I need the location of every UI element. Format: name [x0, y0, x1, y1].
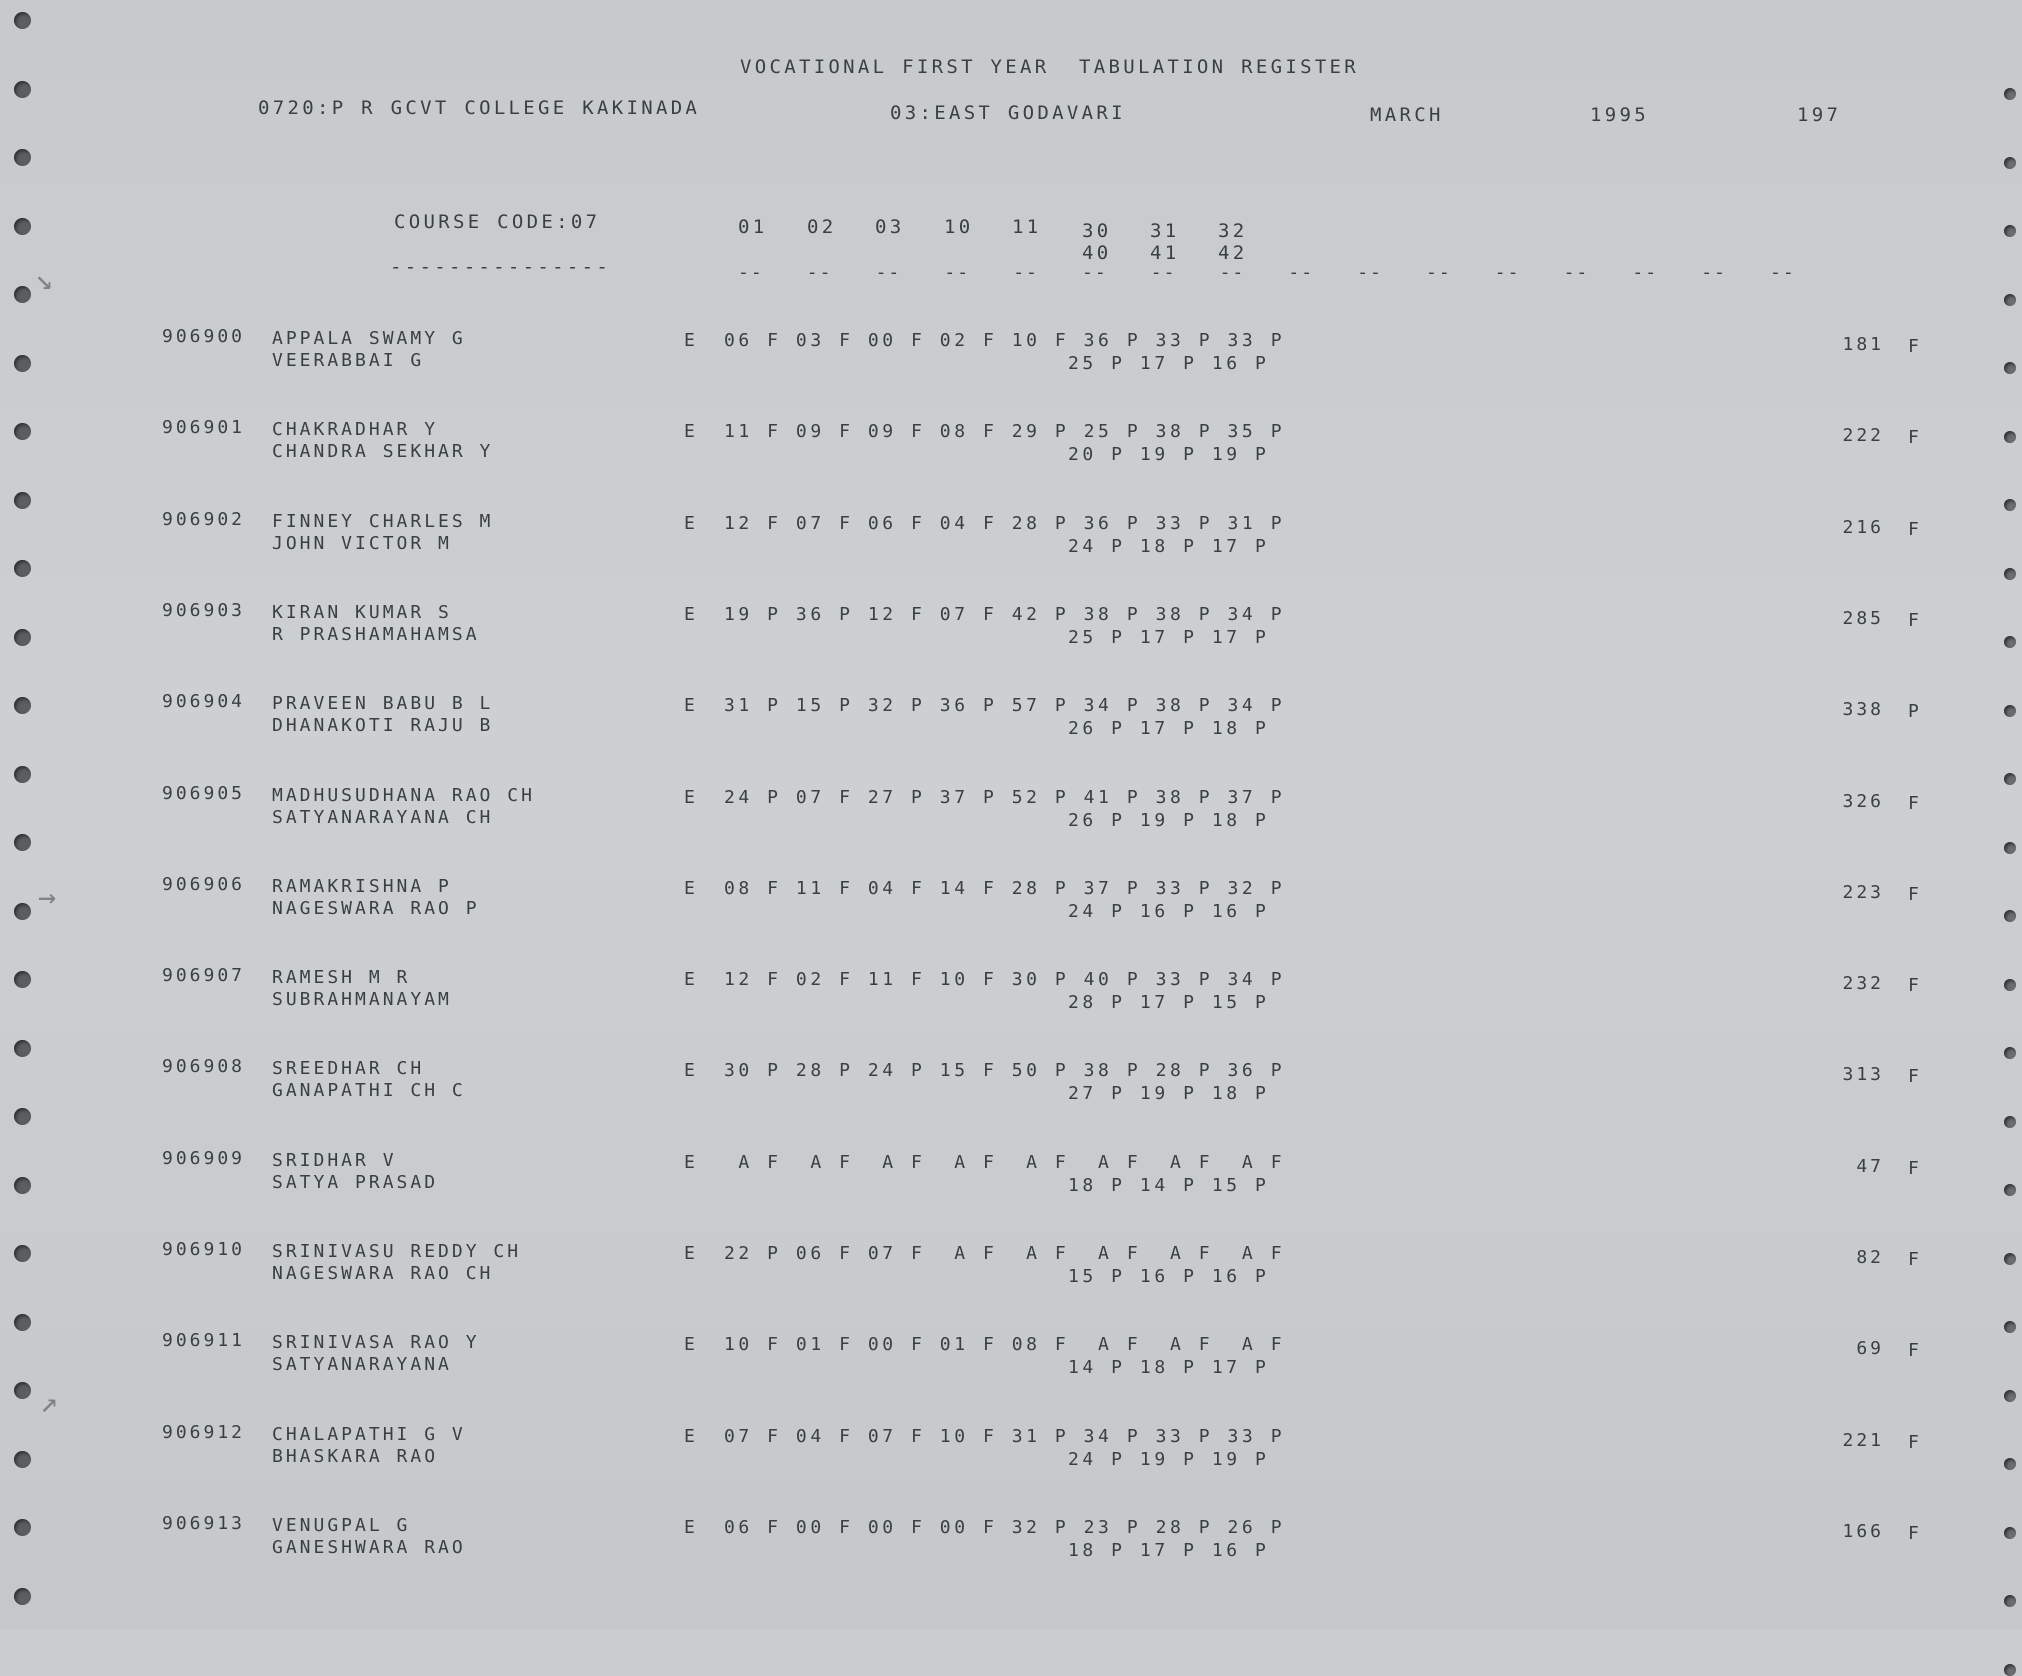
parent-name: GANAPATHI CH C	[272, 1080, 466, 1102]
hall-ticket-number: 906903	[162, 599, 246, 621]
marks-line-2: 18 P 14 P 15 P	[1068, 1174, 1270, 1196]
subject-code: 30	[1082, 220, 1112, 242]
feed-hole	[14, 1588, 31, 1605]
medium-code: E	[684, 969, 698, 991]
student-name: APPALA SWAMY G	[272, 328, 466, 349]
feed-hole	[14, 766, 31, 783]
medium-code: E	[684, 1243, 698, 1264]
result-status: P	[1908, 701, 1922, 723]
subject-code-dash: --	[1082, 262, 1108, 283]
subject-code-dash: --	[1013, 262, 1039, 283]
marks-line-1: 22 P 06 F 07 F A F A F A F A F A F	[724, 1243, 1286, 1264]
total-marks: 326	[1842, 790, 1884, 812]
result-status: F	[1908, 883, 1922, 905]
pencil-arrow-icon: ↗	[40, 1385, 59, 1420]
parent-name: R PRASHAMAHAMSA	[272, 623, 480, 645]
parent-name: SATYANARAYANA CH	[272, 806, 494, 828]
result-status: F	[1908, 1157, 1922, 1179]
marks-line-1: 19 P 36 P 12 F 07 F 42 P 38 P 38 P 34 P	[724, 603, 1286, 625]
result-status: F	[1908, 1522, 1922, 1544]
hall-ticket-number: 906901	[162, 417, 246, 439]
result-status: F	[1908, 518, 1922, 540]
result-status: F	[1908, 609, 1922, 631]
hall-ticket-number: 906906	[162, 873, 246, 895]
feed-hole	[14, 81, 31, 98]
result-status: F	[1908, 1340, 1922, 1362]
hall-ticket-number: 906908	[162, 1056, 246, 1078]
feed-hole	[2004, 225, 2016, 237]
marks-line-2: 28 P 17 P 15 P	[1068, 992, 1270, 1014]
marks-line-1: 31 P 15 P 32 P 36 P 57 P 34 P 38 P 34 P	[724, 695, 1286, 717]
hall-ticket-number: 906905	[162, 782, 246, 804]
marks-line-2: 24 P 19 P 19 P	[1068, 1448, 1270, 1470]
subject-code: 42	[1218, 242, 1248, 264]
parent-name: SATYANARAYANA	[272, 1354, 452, 1376]
subject-code: 40	[1082, 242, 1112, 264]
student-name: MADHUSUDHANA RAO CH	[272, 784, 535, 806]
feed-hole	[2004, 294, 2016, 306]
parent-name: GANESHWARA RAO	[272, 1536, 466, 1558]
subject-code: 31	[1150, 220, 1180, 242]
hall-ticket-number: 906907	[162, 965, 246, 987]
total-marks: 285	[1842, 607, 1884, 629]
subject-code-dash: --	[1219, 262, 1246, 283]
subject-code-dash: --	[944, 262, 971, 283]
medium-code: E	[684, 1334, 698, 1356]
parent-name: CHANDRA SEKHAR Y	[272, 441, 494, 463]
marks-line-1: 06 F 00 F 00 F 00 F 32 P 23 P 28 P 26 P	[724, 1516, 1286, 1538]
marks-line-2: 24 P 16 P 16 P	[1068, 900, 1270, 922]
total-marks: 222	[1842, 425, 1884, 447]
marks-line-1: A F A F A F A F A F A F A F A F	[724, 1151, 1286, 1173]
marks-line-1: 11 F 09 F 09 F 08 F 29 P 25 P 38 P 35 P	[724, 421, 1286, 443]
student-name: CHALAPATHI G V	[272, 1423, 466, 1445]
student-record	[0, 783, 2022, 843]
total-marks: 166	[1842, 1520, 1884, 1542]
student-name: SRINIVASU REDDY CH	[272, 1241, 522, 1262]
result-status: F	[1908, 1249, 1922, 1270]
student-record	[0, 965, 2022, 1025]
student-record	[0, 509, 2022, 569]
subject-code: 11	[1012, 216, 1042, 238]
subject-code-dash: --	[738, 262, 764, 283]
student-name: PRAVEEN BABU B L	[272, 693, 494, 715]
subject-code: 03	[875, 216, 905, 238]
student-record	[0, 1239, 2022, 1299]
hall-ticket-number: 906900	[162, 326, 246, 347]
student-record	[0, 1148, 2022, 1208]
result-status: F	[1908, 1431, 1922, 1453]
hall-ticket-number: 906913	[162, 1512, 246, 1534]
exam-month: MARCH	[1370, 104, 1444, 126]
marks-line-1: 07 F 04 F 07 F 10 F 31 P 34 P 33 P 33 P	[724, 1425, 1286, 1447]
pencil-arrow-icon: ↘	[35, 262, 54, 297]
marks-line-2: 25 P 17 P 17 P	[1068, 626, 1270, 648]
course-code-underline: ---------------	[390, 256, 612, 278]
result-status: F	[1908, 792, 1922, 814]
total-marks: 221	[1842, 1429, 1884, 1451]
marks-line-2: 27 P 19 P 18 P	[1068, 1083, 1270, 1105]
medium-code: E	[684, 421, 698, 443]
subject-code: 41	[1150, 242, 1180, 264]
medium-code: E	[684, 603, 698, 625]
subject-code-dash: --	[1150, 262, 1177, 283]
subject-code-dash: --	[1632, 262, 1659, 283]
parent-name: DHANAKOTI RAJU B	[272, 715, 494, 737]
total-marks: 232	[1842, 973, 1884, 995]
page-number: 197	[1797, 104, 1842, 126]
hall-ticket-number: 906910	[162, 1239, 246, 1260]
subject-code-dash: --	[1494, 262, 1521, 283]
total-marks: 216	[1842, 516, 1884, 538]
student-record	[0, 1422, 2022, 1482]
district-name: 03:EAST GODAVARI	[890, 102, 1126, 124]
feed-hole	[2004, 1390, 2016, 1402]
subject-code-dash: --	[1563, 262, 1590, 283]
hall-ticket-number: 906902	[162, 508, 246, 530]
marks-line-1: 10 F 01 F 00 F 01 F 08 F A F A F A F	[724, 1334, 1286, 1356]
parent-name: BHASKARA RAO	[272, 1445, 439, 1467]
subject-code-dash: --	[1701, 262, 1727, 283]
marks-line-1: 12 F 07 F 06 F 04 F 28 P 36 P 33 P 31 P	[724, 512, 1286, 534]
student-name: KIRAN KUMAR S	[272, 601, 452, 623]
student-record	[0, 1056, 2022, 1116]
marks-line-1: 12 F 02 F 11 F 10 F 30 P 40 P 33 P 34 P	[724, 969, 1286, 991]
hall-ticket-number: 906912	[162, 1421, 246, 1443]
marks-line-1: 08 F 11 F 04 F 14 F 28 P 37 P 33 P 32 P	[724, 877, 1286, 899]
student-name: SRINIVASA RAO Y	[272, 1332, 480, 1354]
result-status: F	[1908, 975, 1922, 997]
medium-code: E	[684, 1151, 698, 1173]
parent-name: NAGESWARA RAO P	[272, 897, 480, 919]
feed-hole	[14, 492, 31, 509]
hall-ticket-number: 906904	[162, 691, 246, 713]
medium-code: E	[684, 512, 698, 534]
hall-ticket-number: 906909	[162, 1147, 246, 1169]
medium-code: E	[684, 1425, 698, 1447]
marks-line-1: 06 F 03 F 00 F 02 F 10 F 36 P 33 P 33 P	[724, 330, 1286, 351]
parent-name: SATYA PRASAD	[272, 1171, 439, 1193]
medium-code: E	[684, 786, 698, 808]
marks-line-2: 26 P 19 P 18 P	[1068, 809, 1270, 831]
marks-line-1: 24 P 07 F 27 P 37 P 52 P 41 P 38 P 37 P	[724, 786, 1286, 808]
medium-code: E	[684, 695, 698, 717]
total-marks: 69	[1856, 1338, 1884, 1360]
result-status: F	[1908, 1066, 1922, 1088]
feed-hole	[2004, 842, 2016, 854]
parent-name: NAGESWARA RAO CH	[272, 1263, 494, 1284]
student-record	[0, 1513, 2022, 1573]
student-record	[0, 874, 2022, 934]
marks-line-2: 15 P 16 P 16 P	[1068, 1266, 1270, 1287]
student-name: RAMESH M R	[272, 967, 411, 989]
course-code: COURSE CODE:07	[394, 211, 601, 233]
student-record	[0, 326, 2022, 386]
feed-hole	[14, 1314, 31, 1331]
marks-line-2: 26 P 17 P 18 P	[1068, 718, 1270, 740]
result-status: F	[1908, 427, 1922, 449]
student-record	[0, 600, 2022, 660]
feed-hole	[2004, 1595, 2016, 1607]
subject-code-dash: --	[875, 262, 902, 283]
student-name: FINNEY CHARLES M	[272, 510, 494, 532]
student-record	[0, 417, 2022, 477]
subject-code-dash: --	[1426, 262, 1452, 283]
medium-code: E	[684, 330, 698, 351]
student-name: VENUGPAL G	[272, 1514, 411, 1536]
feed-hole	[14, 218, 31, 235]
feed-hole	[2004, 157, 2016, 169]
subject-code-dash: --	[806, 262, 833, 283]
feed-hole	[14, 149, 31, 166]
total-marks: 47	[1856, 1155, 1884, 1177]
student-name: SRIDHAR V	[272, 1149, 397, 1171]
marks-line-2: 18 P 17 P 16 P	[1068, 1539, 1270, 1561]
total-marks: 181	[1842, 334, 1884, 355]
total-marks: 338	[1842, 699, 1884, 721]
marks-line-2: 24 P 18 P 17 P	[1068, 535, 1270, 557]
subject-code: 10	[944, 216, 974, 238]
marks-line-2: 20 P 19 P 19 P	[1068, 444, 1270, 466]
subject-code-dash: --	[1357, 262, 1383, 283]
student-record	[0, 1330, 2022, 1390]
feed-hole	[14, 1040, 31, 1057]
student-name: RAMAKRISHNA P	[272, 875, 452, 897]
parent-name: JOHN VICTOR M	[272, 532, 452, 554]
subject-code: 32	[1218, 220, 1248, 242]
hall-ticket-number: 906911	[162, 1330, 246, 1352]
subject-code-dash: --	[1288, 262, 1315, 283]
feed-hole	[14, 12, 31, 29]
exam-year: 1995	[1590, 104, 1649, 126]
register-title: VOCATIONAL FIRST YEAR TABULATION REGISTER	[740, 56, 1360, 78]
subject-code: 02	[807, 216, 837, 238]
pencil-arrow-icon: →	[38, 880, 57, 915]
feed-hole	[14, 286, 31, 303]
medium-code: E	[684, 1516, 698, 1538]
parent-name: SUBRAHMANAYAM	[272, 989, 452, 1011]
total-marks: 223	[1842, 881, 1884, 903]
feed-hole	[2004, 88, 2016, 100]
student-name: SREEDHAR CH	[272, 1058, 425, 1080]
feed-hole	[2004, 568, 2016, 580]
subject-code-dash: --	[1770, 262, 1796, 283]
result-status: F	[1908, 336, 1922, 357]
marks-line-2: 14 P 18 P 17 P	[1068, 1357, 1270, 1379]
marks-line-2: 25 P 17 P 16 P	[1068, 353, 1270, 374]
student-name: CHAKRADHAR Y	[272, 419, 439, 441]
feed-hole	[2004, 1116, 2016, 1128]
subject-code: 01	[738, 216, 768, 238]
feed-hole	[2004, 1664, 2016, 1676]
marks-line-1: 30 P 28 P 24 P 15 F 50 P 38 P 28 P 36 P	[724, 1060, 1286, 1082]
total-marks: 313	[1842, 1064, 1884, 1086]
medium-code: E	[684, 1060, 698, 1082]
student-record	[0, 691, 2022, 751]
parent-name: VEERABBAI G	[272, 350, 425, 371]
medium-code: E	[684, 877, 698, 899]
total-marks: 82	[1856, 1247, 1884, 1268]
college-name: 0720:P R GCVT COLLEGE KAKINADA	[258, 97, 701, 119]
